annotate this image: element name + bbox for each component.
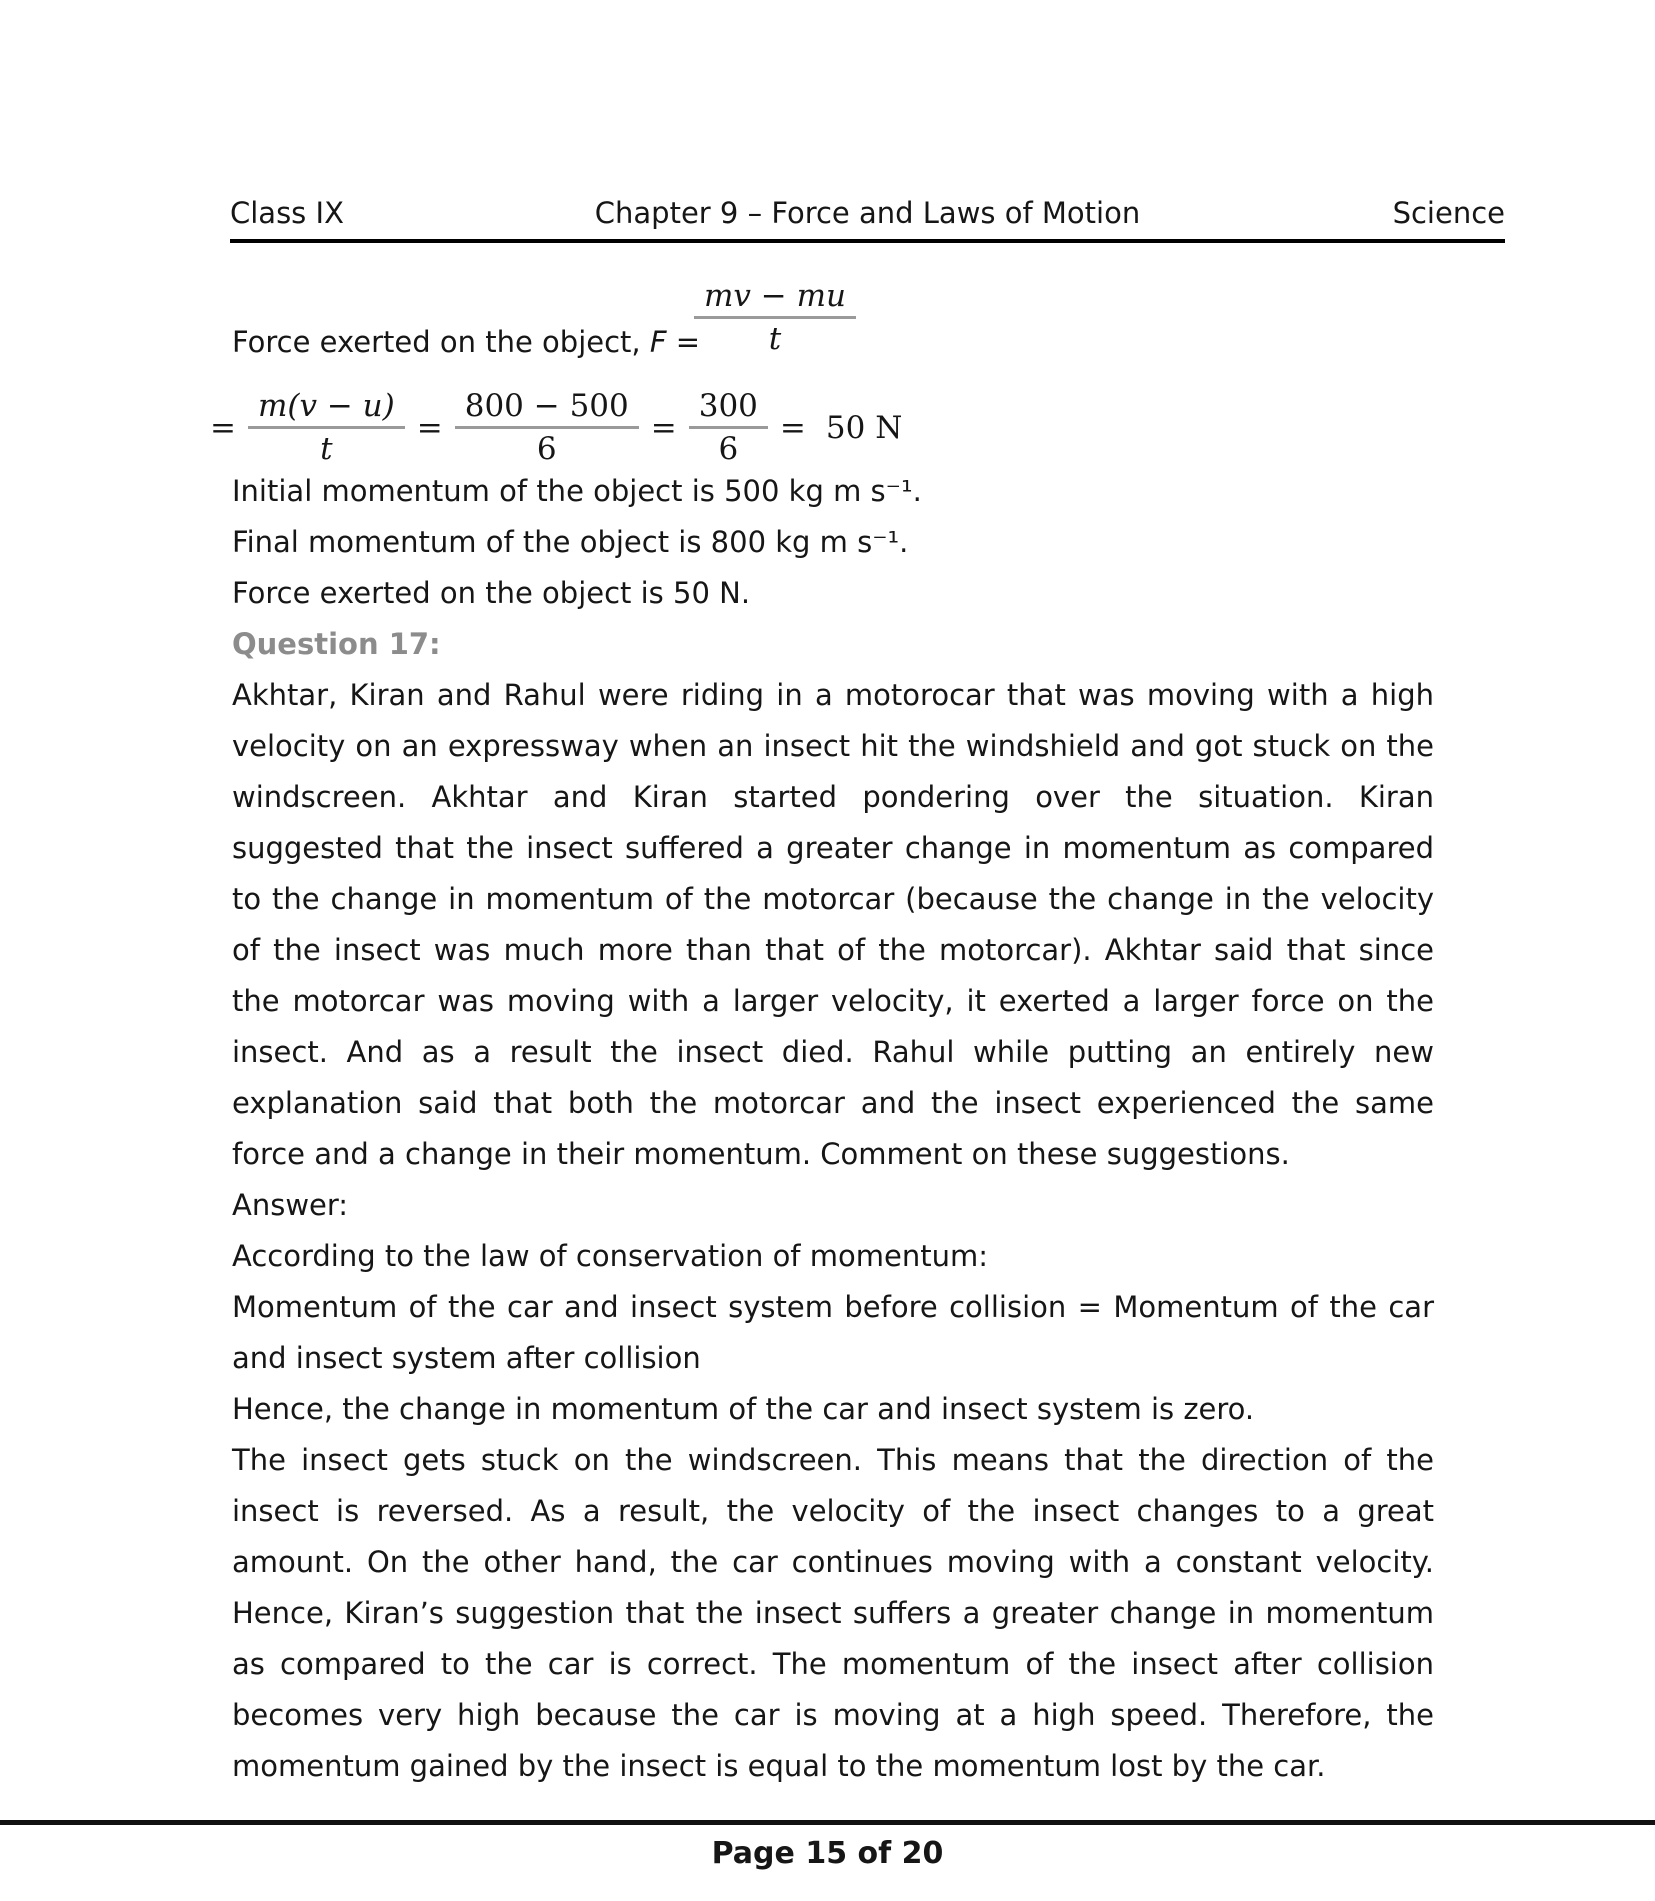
force-definition-formula — [232, 278, 932, 378]
fraction-800-500-over-6 — [455, 388, 639, 467]
fraction-denominator: t — [768, 321, 782, 357]
header-class-label: Class IX — [230, 196, 344, 230]
calculation-result: 50 N — [825, 409, 903, 446]
answer-paragraph: The insect gets stuck on the windscreen. This means that the direction of the insect is reversed. As a result, the velocity of the insect changes to a great amount. On the other hand, the car continues moving with a constant velocity. Hence, Kiran’s suggestion that the insect suffers a greater change in momentum as compared to the car is correct. The momentum of the insect after collision becomes very high because the car is moving at a high speed. Therefore, the momentum gained by the insect is equal to the momentum lost by the car. — [232, 1443, 1434, 1783]
equals-sign: = — [210, 409, 236, 446]
header-subject-label: Science — [1392, 196, 1505, 230]
equals-sign: = — [416, 409, 443, 446]
momentum-equality-paragraph: Momentum of the car and insect system before collision = Momentum of the car and insect system after collision — [232, 1290, 1434, 1375]
page-header — [230, 196, 1505, 243]
fraction-denominator: 6 — [536, 431, 557, 467]
force-variable: F — [649, 325, 667, 359]
fraction-denominator: 6 — [718, 431, 739, 467]
final-momentum-line: Final momentum of the object is 800 kg m s⁻¹. — [232, 525, 909, 559]
question-heading: Question 17: — [232, 627, 441, 661]
footer-rule — [0, 1820, 1655, 1825]
answer-intro-line: According to the law of conservation of momentum: — [232, 1239, 988, 1273]
fraction-bar — [694, 316, 856, 319]
fraction-bar — [455, 426, 639, 429]
answer-label: Answer: — [232, 1188, 349, 1222]
fraction-mv-mu-over-t — [694, 278, 856, 357]
page-number: Page 15 of 20 — [711, 1836, 944, 1871]
fraction-bar — [248, 426, 405, 429]
force-calculation-formula — [208, 388, 902, 467]
equals-sign: = — [779, 409, 806, 446]
initial-momentum-line: Initial momentum of the object is 500 kg m s⁻¹. — [232, 474, 922, 508]
fraction-numerator: mv − mu — [704, 278, 846, 314]
fraction-bar — [689, 426, 768, 429]
fraction-numerator: m(v − u) — [257, 388, 395, 424]
fraction-numerator: 300 — [698, 388, 758, 424]
fraction-mvu-over-t — [248, 388, 405, 467]
header-chapter-title: Chapter 9 – Force and Laws of Motion — [594, 196, 1141, 230]
fraction-300-over-6 — [689, 388, 768, 467]
force-definition-prefix: Force exerted on the object, — [232, 325, 650, 359]
equals-sign: = — [650, 409, 677, 446]
main-text — [232, 466, 1434, 1792]
fraction-denominator: t — [320, 431, 333, 467]
equals-sign: = — [666, 325, 701, 359]
force-result-line: Force exerted on the object is 50 N. — [232, 576, 751, 610]
force-definition-text — [232, 325, 701, 359]
fraction-numerator: 800 − 500 — [464, 388, 629, 424]
question-paragraph: Akhtar, Kiran and Rahul were riding in a motorocar that was moving with a high velocity on an expressway when an insect hit the windshield and got stuck on the windscreen. Akhtar and Kiran started pondering over the situation. Kiran suggested that the insect suffered a greater change in momentum as compared to the change in momentum of the motorcar (because the change in the velocity of the insect was much more than that of the motorcar). Akhtar said that since the motorcar was moving with a larger velocity, it exerted a larger force on the insect. And as a result the insect died. Rahul while putting an entirely new explanation said that both the motorcar and the insect experienced the same force and a change in their momentum. Comment on these suggestions. — [232, 678, 1434, 1171]
hence-line: Hence, the change in momentum of the car and insect system is zero. — [232, 1392, 1255, 1426]
